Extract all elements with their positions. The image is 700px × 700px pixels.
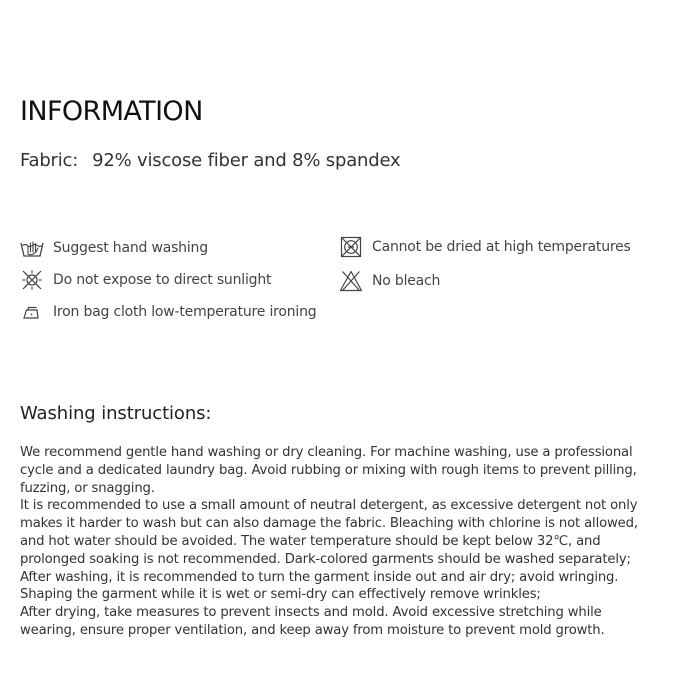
no-sunlight-icon — [20, 269, 44, 291]
no-bleach-icon — [339, 270, 363, 292]
care-item-no-bleach — [339, 270, 440, 292]
care-item-no-tumble-dry — [339, 236, 631, 258]
instruction-line: prolonged soaking is not recommended. Dark-colored garments should be washed separately; — [20, 551, 631, 567]
no-tumble-dry-icon — [339, 236, 363, 258]
care-text: Cannot be dried at high temperatures — [372, 239, 631, 255]
instruction-line: It is recommended to use a small amount of neutral detergent, as excessive detergent not only — [20, 498, 638, 514]
fabric-label: Fabric: — [20, 150, 79, 171]
care-text: Do not expose to direct sunlight — [53, 272, 272, 288]
hand-wash-icon — [20, 237, 44, 259]
washing-instructions — [20, 444, 690, 640]
instruction-line: wearing, ensure proper ventilation, and keep away from moisture to prevent mold growth. — [20, 622, 605, 638]
page-title: INFORMATION — [20, 96, 203, 127]
instruction-line: fuzzing, or snagging. — [20, 480, 155, 496]
instruction-line: We recommend gentle hand washing or dry cleaning. For machine washing, use a professional — [20, 445, 633, 460]
care-text: No bleach — [372, 273, 441, 289]
care-item-no-sunlight — [20, 269, 271, 291]
low-iron-icon — [20, 301, 44, 323]
care-text: Suggest hand washing — [53, 240, 208, 256]
instruction-line: cycle and a dedicated laundry bag. Avoid rubbing or mixing with rough items to prevent pilling, — [20, 462, 637, 478]
instruction-line: Shaping the garment while it is wet or semi-dry can effectively remove wrinkles; — [20, 587, 541, 603]
fabric-value: 92% viscose fiber and 8% spandex — [92, 150, 401, 171]
washing-heading: Washing instructions: — [20, 403, 212, 424]
instruction-line: and hot water should be avoided. The water temperature should be kept below 32℃, and — [20, 533, 601, 549]
fabric-info — [20, 149, 400, 173]
care-item-low-iron — [20, 301, 316, 323]
instruction-line: After washing, it is recommended to turn the garment inside out and air dry; avoid wringing. — [20, 569, 619, 585]
instruction-line: makes it harder to wash but can also damage the fabric. Bleaching with chlorine is not allowed, — [20, 516, 638, 532]
care-text: Iron bag cloth low-temperature ironing — [53, 304, 317, 320]
instruction-line: After drying, take measures to prevent insects and mold. Avoid excessive stretching while — [20, 605, 602, 621]
care-item-hand-wash — [20, 237, 208, 259]
